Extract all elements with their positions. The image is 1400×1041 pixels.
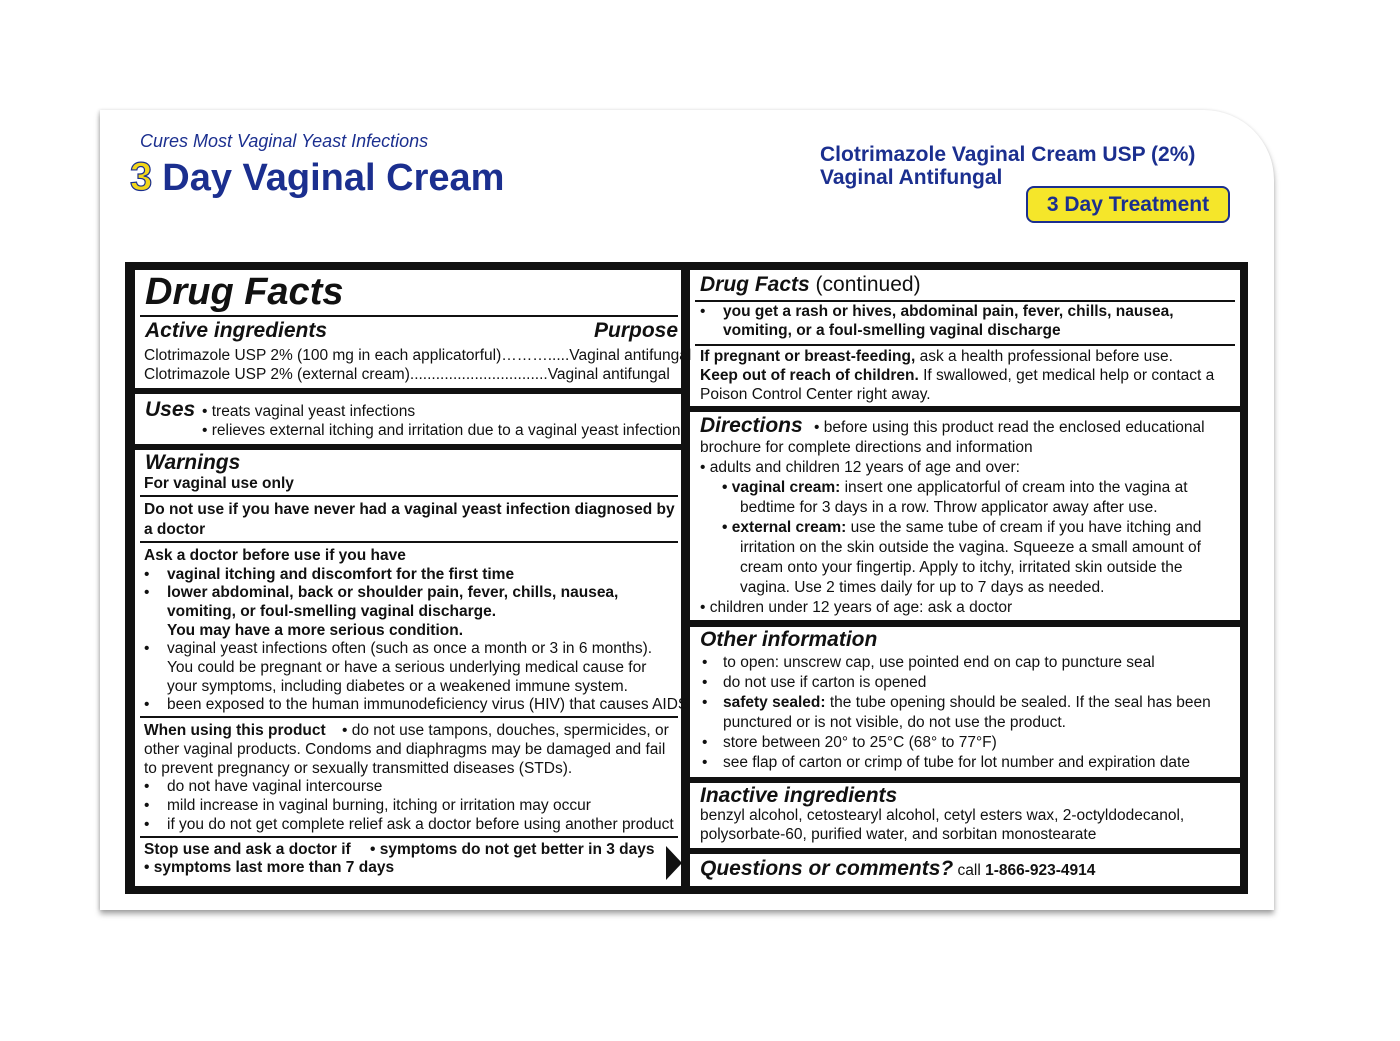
product-line-1: Clotrimazole Vaginal Cream USP (2%) bbox=[820, 143, 1196, 166]
product-title bbox=[130, 155, 504, 200]
directions-heading: Directions bbox=[700, 414, 803, 437]
ask-item-3c: your symptoms, including diabetes or a weakened immune system. bbox=[167, 678, 628, 695]
product-line-2: Vaginal Antifungal bbox=[820, 166, 1003, 189]
other-item-3a: the tube opening should be sealed. If the seal has been bbox=[829, 694, 1211, 711]
drug-facts-title-right: Drug Facts bbox=[700, 273, 810, 296]
directions-3a: insert one applicatorful of cream into the vagina at bbox=[844, 479, 1188, 496]
keep-out-bold: Keep out of reach of children. bbox=[700, 367, 919, 384]
warnings-heading: Warnings bbox=[145, 451, 241, 474]
ask-item-2b: vomiting, or foul-smelling vaginal discharge. bbox=[167, 603, 496, 620]
ask-item-3a: vaginal yeast infections often (such as once a month or 3 in 6 months). bbox=[167, 640, 653, 657]
bullet: • bbox=[702, 654, 708, 671]
stop-item-2: • symptoms last more than 7 days bbox=[144, 859, 395, 876]
stop-use-heading: Stop use and ask a doctor if bbox=[144, 841, 351, 858]
using-item-3: mild increase in vaginal burning, itching or irritation may occur bbox=[167, 797, 591, 814]
bullet: • bbox=[702, 734, 708, 751]
bullet: • bbox=[702, 754, 708, 771]
active-line-2: Clotrimazole USP 2% (external cream)................................Vaginal antifungal bbox=[144, 366, 670, 383]
other-item-4: store between 20° to 25°C (68° to 77°F) bbox=[723, 734, 997, 751]
pregnant-bold: If pregnant or breast-feeding, bbox=[700, 348, 916, 365]
directions-4c: cream onto your fingertip. Apply to itchy, irritated skin outside the bbox=[740, 559, 1183, 576]
stop-item-1: • symptoms do not get better in 3 days bbox=[370, 841, 655, 858]
using-item-1b: other vaginal products. Condoms and diaphragms may be damaged and fail bbox=[144, 741, 666, 758]
title-text: Day Vaginal Cream bbox=[162, 157, 505, 199]
treatment-badge: 3 Day Treatment bbox=[1026, 186, 1230, 223]
bullet: • bbox=[144, 584, 150, 601]
uses-line-2: • relieves external itching and irritation due to a vaginal yeast infection bbox=[202, 422, 681, 439]
inactive-line-1: benzyl alcohol, cetostearyl alcohol, cetyl esters wax, 2-octyldodecanol, bbox=[700, 807, 1185, 824]
bullet: • bbox=[144, 778, 150, 795]
directions-3-bold: • vaginal cream: bbox=[722, 479, 841, 496]
directions-4 bbox=[722, 518, 1201, 537]
directions-4a: use the same tube of cream if you have itching and bbox=[850, 519, 1202, 536]
directions-3b: bedtime for 3 days in a row. Throw applicator away after use. bbox=[740, 499, 1158, 516]
questions-phone: 1-866-923-4914 bbox=[985, 862, 1096, 879]
other-item-3b: punctured or is not visible, do not use the product. bbox=[723, 714, 1066, 731]
bullet: • bbox=[702, 674, 708, 691]
other-info-heading: Other information bbox=[700, 628, 878, 651]
directions-1b: brochure for complete directions and information bbox=[700, 439, 1033, 456]
vaginal-use-only: For vaginal use only bbox=[144, 475, 294, 492]
keep-out-line-2: Poison Control Center right away. bbox=[700, 386, 931, 403]
directions-3 bbox=[722, 478, 1188, 497]
bullet: • bbox=[144, 816, 150, 833]
directions-4b: irritation on the skin outside the vagina. Squeeze a small amount of bbox=[740, 539, 1201, 556]
directions-1a: • before using this product read the enclosed educational bbox=[814, 419, 1205, 436]
bullet: • bbox=[144, 797, 150, 814]
keep-out-line bbox=[700, 366, 1214, 385]
uses-line-1: • treats vaginal yeast infections bbox=[202, 403, 416, 420]
inactive-line-2: polysorbate-60, purified water, and sorbitan monostearate bbox=[700, 826, 1097, 843]
using-item-1a: • do not use tampons, douches, spermicides, or bbox=[342, 722, 669, 739]
ask-item-2a: lower abdominal, back or shoulder pain, fever, chills, nausea, bbox=[167, 584, 619, 601]
keep-out-rest: If swallowed, get medical help or contact a bbox=[923, 367, 1215, 384]
pregnant-line bbox=[700, 347, 1173, 366]
ask-item-2c: You may have a more serious condition. bbox=[167, 622, 464, 639]
directions-2: • adults and children 12 years of age and over: bbox=[700, 459, 1020, 476]
continued-label: (continued) bbox=[815, 273, 921, 296]
bullet: • bbox=[144, 566, 150, 583]
ask-doctor-heading: Ask a doctor before use if you have bbox=[144, 547, 406, 564]
using-item-4: if you do not get complete relief ask a doctor before using another product bbox=[167, 816, 674, 833]
bullet: • bbox=[700, 303, 706, 320]
product-name bbox=[820, 143, 1195, 189]
active-ingredients-heading: Active ingredients bbox=[145, 319, 328, 342]
do-not-use-line-1: Do not use if you have never had a vaginal yeast infection diagnosed by bbox=[144, 501, 675, 518]
bullet: • bbox=[144, 640, 150, 657]
other-item-5: see flap of carton or crimp of tube for lot number and expiration date bbox=[723, 754, 1190, 771]
questions-line bbox=[700, 857, 1095, 883]
questions-call: call bbox=[957, 862, 981, 879]
inactive-heading: Inactive ingredients bbox=[700, 784, 898, 807]
bullet: • bbox=[702, 694, 708, 711]
questions-heading: Questions or comments? bbox=[700, 857, 954, 880]
active-line-1: Clotrimazole USP 2% (100 mg in each applicatorful)……….....Vaginal antifungal bbox=[144, 347, 692, 364]
cont-item-1b: vomiting, or a foul-smelling vaginal discharge bbox=[723, 322, 1061, 339]
ask-item-3b: You could be pregnant or have a serious underlying medical cause for bbox=[167, 659, 647, 676]
uses-heading: Uses bbox=[145, 398, 196, 421]
continue-arrow-icon bbox=[666, 846, 682, 880]
pregnant-rest: ask a health professional before use. bbox=[919, 348, 1173, 365]
using-item-2: do not have vaginal intercourse bbox=[167, 778, 383, 795]
cont-item-1a: you get a rash or hives, abdominal pain, fever, chills, nausea, bbox=[723, 303, 1174, 320]
ask-item-1: vaginal itching and discomfort for the first time bbox=[167, 566, 515, 583]
other-item-2: do not use if carton is opened bbox=[723, 674, 927, 691]
ask-item-4: been exposed to the human immunodeficiency virus (HIV) that causes AIDS bbox=[167, 696, 689, 713]
other-item-1: to open: unscrew cap, use pointed end on cap to puncture seal bbox=[723, 654, 1155, 671]
drug-facts-title: Drug Facts bbox=[145, 271, 344, 313]
other-item-3-bold: safety sealed: bbox=[723, 694, 826, 711]
using-item-1c: to prevent pregnancy or sexually transmitted diseases (STDs). bbox=[144, 760, 573, 777]
directions-4-bold: • external cream: bbox=[722, 519, 847, 536]
tagline: Cures Most Vaginal Yeast Infections bbox=[140, 131, 429, 151]
directions-4d: vagina. Use 2 times daily for up to 7 days as needed. bbox=[740, 579, 1105, 596]
other-item-3 bbox=[723, 693, 1211, 712]
bullet: • bbox=[144, 696, 150, 713]
purpose-heading: Purpose bbox=[594, 319, 679, 342]
drug-facts-continued-title bbox=[700, 272, 921, 298]
title-number: 3 bbox=[130, 155, 153, 199]
do-not-use-line-2: a doctor bbox=[144, 521, 206, 538]
when-using-heading: When using this product bbox=[144, 722, 326, 739]
directions-5: • children under 12 years of age: ask a doctor bbox=[700, 599, 1013, 616]
